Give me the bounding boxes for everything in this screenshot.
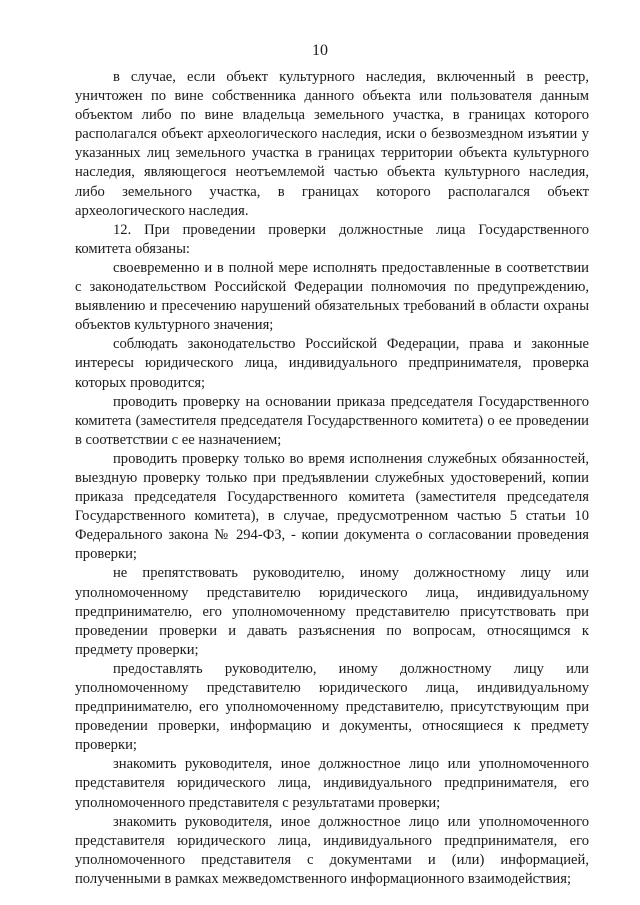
paragraph-item-12-heading: 12. При проведении проверки должностные лица Государственного комитета обязаны: — [75, 221, 589, 257]
paragraph-exercise-powers: своевременно и в полной мере исполнять предоставленные в соответствии с законодательством Российской Федерации полномочия по предупреждению, выявлению и пресечению нарушений обязательных требований в области охраны объектов культурного значения; — [75, 259, 589, 334]
paragraph-familiarize-results: знакомить руководителя, иное должностное лицо или уполномоченного представителя юридического лица, индивидуального предпринимателя, его уполномоченного представителя с результатами проверки; — [75, 756, 589, 811]
paragraph-familiarize-documents: знакомить руководителя, иное должностное лицо или уполномоченного представителя юридического лица, индивидуального предпринимателя, его уполномоченного представителя с документами и (или) информацией, полученными в рамках межведомственного информационного взаимодействия; — [75, 813, 589, 887]
paragraph-observe-legislation: соблюдать законодательство Российской Федерации, права и законные интересы юридического лица, индивидуального предпринимателя, проверка которых проводится; — [75, 336, 589, 391]
paragraph-provide-information: предоставлять руководителю, иному должностному лицу или уполномоченному представителю юридического лица, индивидуальному предпринимателю, его уполномоченному представителю, присутствующим при проведении проверки, информацию и документы, относящиеся к предмету проверки; — [75, 660, 589, 754]
paragraph-inspection-during-duties: проводить проверку только во время исполнения служебных обязанностей, выездную проверку только при предъявлении служебных удостоверений, копии приказа председателя Государственного комитета (заместителя председателя Государственного комитета), в случае, предусмотренном частью 5 статьи 10 Федерального закона № 294-ФЗ, - копии документа о согласовании проведения проверки; — [75, 450, 589, 563]
paragraph-not-obstruct: не препятствовать руководителю, иному должностному лицу или уполномоченному представителю юридического лица, индивидуальному предпринимателю, его уполномоченному представителю присутствовать при проведении проверки и давать разъяснения по вопросам, относящимся к предмету проверки; — [75, 565, 589, 658]
document-body — [75, 68, 589, 889]
paragraph-destroyed-heritage-object: в случае, если объект культурного наследия, включенный в реестр, уничтожен по вине собственника данного объекта или пользователя данным объектом либо по вине владельца земельного участка, в границах которого располагался объект археологического наследия, иски о безвозмездном изъятии у указанных лиц земельного участка в границах территории объекта культурного наследия, являющегося неотъемлемой частью объекта культурного наследия, либо земельного участка, в границах которого располагался объект археологического наследия. — [75, 69, 589, 219]
paragraph-inspection-by-order: проводить проверку на основании приказа председателя Государственного комитета (заместителя председателя Государственного комитета) о ее проведении в соответствии с ее назначением; — [75, 393, 589, 448]
page-number: 10 — [312, 42, 328, 59]
